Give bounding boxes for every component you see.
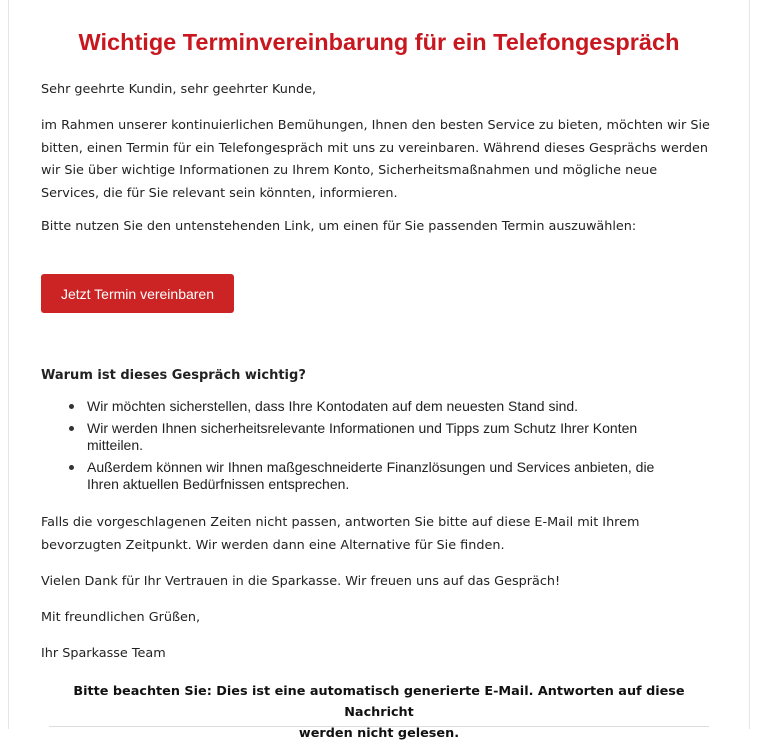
list-item bbox=[57, 459, 697, 493]
list-item bbox=[57, 398, 697, 415]
alternative-line: bevorzugten Zeitpunkt. Wir werden dann eine Alternative für Sie finden. bbox=[41, 537, 505, 553]
intro-line: im Rahmen unserer kontinuierlichen Bemühungen, Ihnen den besten Service zu bieten, möchten wir Sie bbox=[41, 118, 710, 133]
link-prompt: Bitte nutzen Sie den untenstehenden Link, um einen für Sie passenden Termin auszuwählen: bbox=[41, 219, 637, 234]
list-item-text: Außerdem können wir Ihnen maßgeschneiderte Finanzlösungen und Services anbieten, die bbox=[87, 459, 655, 475]
email-title: Wichtige Terminvereinbarung für ein Telefongespräch bbox=[78, 29, 680, 55]
alternative-line: Falls die vorgeschlagenen Zeiten nicht passen, antworten Sie bitte auf diese E-Mail mit Ihrem bbox=[41, 515, 640, 530]
notice-line: Bitte beachten Sie: Dies ist eine automatisch generierte E-Mail. Antworten auf diese Nachricht bbox=[73, 684, 685, 720]
bullet-icon bbox=[69, 426, 74, 431]
alternative-paragraph bbox=[41, 512, 713, 557]
greeting: Sehr geehrte Kundin, sehr geehrter Kunde, bbox=[41, 82, 317, 97]
list-item-text: mitteilen. bbox=[87, 437, 144, 453]
bottom-divider bbox=[49, 726, 709, 727]
list-item-text: Wir möchten sicherstellen, dass Ihre Kontodaten auf dem neuesten Stand sind. bbox=[87, 398, 579, 414]
bullet-icon bbox=[69, 465, 74, 470]
intro-line: wir Sie über wichtige Informationen zu Ihrem Konto, Sicherheitsmaßnahmen und mögliche neue bbox=[41, 163, 658, 178]
email-body bbox=[8, 0, 750, 741]
intro-line: bitten, einen Termin für ein Telefongespräch mit uns zu vereinbaren. Während dieses Gesprächs werden bbox=[41, 140, 709, 156]
signature-text: Ihr Sparkasse Team bbox=[41, 646, 166, 661]
list-item-text: Wir werden Ihnen sicherheitsrelevante Informationen und Tipps zum Schutz Ihrer Konten bbox=[87, 420, 638, 436]
intro-paragraph bbox=[41, 115, 713, 205]
bullet-icon bbox=[69, 404, 74, 409]
list-item bbox=[57, 420, 697, 454]
notice-line: werden nicht gelesen. bbox=[298, 726, 460, 741]
schedule-appointment-button[interactable]: Jetzt Termin vereinbaren bbox=[41, 274, 234, 313]
thanks-text: Vielen Dank für Ihr Vertrauen in die Sparkasse. Wir freuen uns auf das Gespräch! bbox=[41, 574, 561, 589]
intro-line: Services, die für Sie relevant sein könnten, informieren. bbox=[41, 185, 398, 201]
list-item-text: Ihren aktuellen Bedürfnissen entsprechen. bbox=[87, 476, 350, 492]
closing-text: Mit freundlichen Grüßen, bbox=[41, 610, 201, 625]
reasons-list bbox=[57, 398, 697, 498]
auto-generated-notice bbox=[41, 681, 717, 744]
why-heading: Warum ist dieses Gespräch wichtig? bbox=[41, 368, 306, 383]
